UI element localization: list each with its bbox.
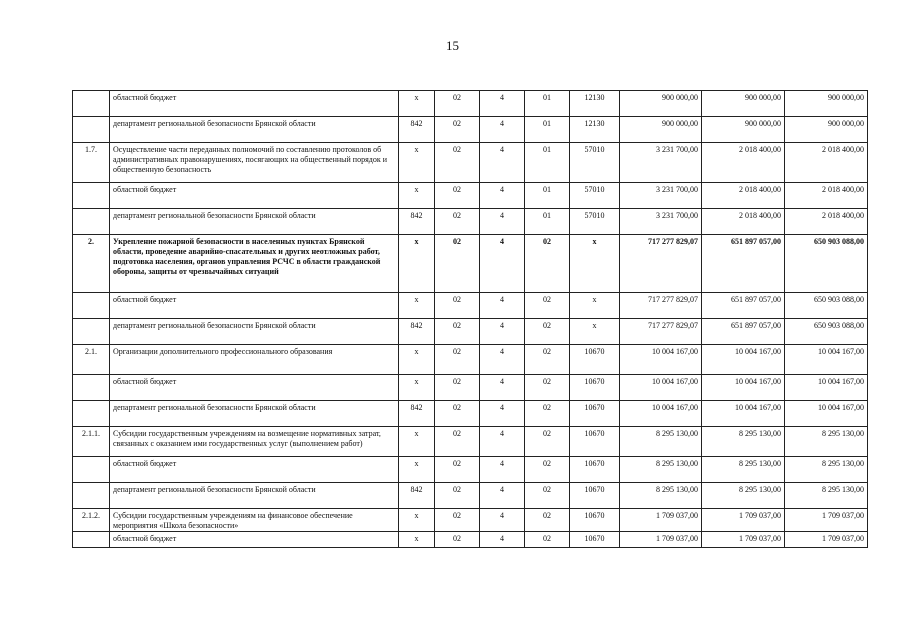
code-col-4: 01 — [525, 143, 570, 183]
code-col-5: 10670 — [570, 345, 620, 375]
code-col-2: 02 — [435, 235, 480, 293]
page-number: 15 — [446, 38, 459, 53]
amount-col-1: 1 709 037,00 — [620, 532, 702, 548]
amount-col-1: 900 000,00 — [620, 91, 702, 117]
code-col-5: 10670 — [570, 457, 620, 483]
code-col-3: 4 — [480, 345, 525, 375]
code-col-2: 02 — [435, 532, 480, 548]
row-number — [73, 91, 110, 117]
amount-col-2: 651 897 057,00 — [702, 319, 785, 345]
code-col-4: 02 — [525, 457, 570, 483]
row-name: областной бюджет — [110, 375, 399, 401]
amount-col-2: 10 004 167,00 — [702, 375, 785, 401]
row-number — [73, 117, 110, 143]
row-number — [73, 319, 110, 345]
code-col-5: 12130 — [570, 117, 620, 143]
amount-col-3: 2 018 400,00 — [785, 209, 868, 235]
code-col-4: 02 — [525, 319, 570, 345]
code-col-3: 4 — [480, 319, 525, 345]
code-col-4: 02 — [525, 483, 570, 509]
amount-col-2: 651 897 057,00 — [702, 293, 785, 319]
row-number: 2.1. — [73, 345, 110, 375]
code-col-3: 4 — [480, 293, 525, 319]
amount-col-1: 3 231 700,00 — [620, 209, 702, 235]
amount-col-3: 10 004 167,00 — [785, 401, 868, 427]
amount-col-1: 1 709 037,00 — [620, 509, 702, 532]
code-col-5: 10670 — [570, 375, 620, 401]
table-row — [73, 375, 868, 401]
code-col-3: 4 — [480, 532, 525, 548]
amount-col-2: 8 295 130,00 — [702, 457, 785, 483]
code-col-4: 02 — [525, 235, 570, 293]
budget-table — [72, 90, 868, 548]
code-col-5: 10670 — [570, 509, 620, 532]
row-name: Укрепление пожарной безопасности в населенных пунктах Брянской области, проведение аварийно-спасательных и других неотложных работ, подготовка населения, органов управления РСЧС в области гражданской обороны, защиты от чрезвычайных ситуаций — [110, 235, 399, 293]
amount-col-1: 900 000,00 — [620, 117, 702, 143]
code-col-1: х — [399, 183, 435, 209]
amount-col-2: 8 295 130,00 — [702, 483, 785, 509]
code-col-2: 02 — [435, 401, 480, 427]
amount-col-2: 651 897 057,00 — [702, 235, 785, 293]
row-number — [73, 483, 110, 509]
amount-col-3: 650 903 088,00 — [785, 235, 868, 293]
code-col-1: х — [399, 427, 435, 457]
row-number: 1.7. — [73, 143, 110, 183]
row-name: департамент региональной безопасности Брянской области — [110, 319, 399, 345]
code-col-5: 10670 — [570, 483, 620, 509]
code-col-4: 02 — [525, 375, 570, 401]
amount-col-1: 8 295 130,00 — [620, 457, 702, 483]
table-row — [73, 235, 868, 293]
code-col-3: 4 — [480, 401, 525, 427]
row-name: областной бюджет — [110, 183, 399, 209]
amount-col-1: 10 004 167,00 — [620, 401, 702, 427]
table-row — [73, 345, 868, 375]
code-col-5: 57010 — [570, 143, 620, 183]
row-name: департамент региональной безопасности Брянской области — [110, 483, 399, 509]
amount-col-3: 8 295 130,00 — [785, 427, 868, 457]
amount-col-1: 3 231 700,00 — [620, 143, 702, 183]
row-number — [73, 532, 110, 548]
code-col-3: 4 — [480, 483, 525, 509]
code-col-5: х — [570, 319, 620, 345]
code-col-1: х — [399, 91, 435, 117]
code-col-4: 02 — [525, 401, 570, 427]
row-name: департамент региональной безопасности Брянской области — [110, 117, 399, 143]
code-col-5: 57010 — [570, 209, 620, 235]
row-name: Субсидии государственным учреждениям на возмещение нормативных затрат, связанных с оказанием ими государственных услуг (выполнением работ) — [110, 427, 399, 457]
amount-col-3: 650 903 088,00 — [785, 319, 868, 345]
code-col-2: 02 — [435, 319, 480, 345]
code-col-2: 02 — [435, 509, 480, 532]
row-name: Субсидии государственным учреждениям на финансовое обеспечение мероприятия «Школа безопасности» — [110, 509, 399, 532]
code-col-1: х — [399, 235, 435, 293]
table-row — [73, 143, 868, 183]
row-number — [73, 293, 110, 319]
row-name: Организации дополнительного профессионального образования — [110, 345, 399, 375]
table-row — [73, 457, 868, 483]
row-number — [73, 401, 110, 427]
row-name: областной бюджет — [110, 91, 399, 117]
code-col-2: 02 — [435, 143, 480, 183]
table-row — [73, 509, 868, 532]
table-row — [73, 183, 868, 209]
amount-col-3: 1 709 037,00 — [785, 532, 868, 548]
code-col-4: 01 — [525, 183, 570, 209]
amount-col-2: 2 018 400,00 — [702, 209, 785, 235]
code-col-2: 02 — [435, 457, 480, 483]
row-number — [73, 457, 110, 483]
row-name: областной бюджет — [110, 293, 399, 319]
amount-col-2: 1 709 037,00 — [702, 509, 785, 532]
code-col-3: 4 — [480, 183, 525, 209]
amount-col-1: 717 277 829,07 — [620, 319, 702, 345]
amount-col-1: 717 277 829,07 — [620, 293, 702, 319]
code-col-4: 01 — [525, 117, 570, 143]
code-col-1: х — [399, 293, 435, 319]
row-name: областной бюджет — [110, 532, 399, 548]
amount-col-3: 8 295 130,00 — [785, 457, 868, 483]
row-name: областной бюджет — [110, 457, 399, 483]
code-col-1: х — [399, 532, 435, 548]
code-col-3: 4 — [480, 509, 525, 532]
amount-col-1: 10 004 167,00 — [620, 345, 702, 375]
code-col-3: 4 — [480, 427, 525, 457]
code-col-2: 02 — [435, 427, 480, 457]
code-col-2: 02 — [435, 483, 480, 509]
code-col-5: 10670 — [570, 532, 620, 548]
code-col-1: х — [399, 457, 435, 483]
amount-col-1: 10 004 167,00 — [620, 375, 702, 401]
table-row — [73, 91, 868, 117]
amount-col-3: 2 018 400,00 — [785, 183, 868, 209]
code-col-1: 842 — [399, 401, 435, 427]
amount-col-2: 900 000,00 — [702, 117, 785, 143]
code-col-5: 12130 — [570, 91, 620, 117]
amount-col-2: 900 000,00 — [702, 91, 785, 117]
row-number — [73, 375, 110, 401]
code-col-1: 842 — [399, 483, 435, 509]
code-col-2: 02 — [435, 293, 480, 319]
amount-col-2: 2 018 400,00 — [702, 143, 785, 183]
code-col-4: 02 — [525, 293, 570, 319]
code-col-4: 01 — [525, 209, 570, 235]
code-col-2: 02 — [435, 375, 480, 401]
amount-col-3: 2 018 400,00 — [785, 143, 868, 183]
amount-col-1: 717 277 829,07 — [620, 235, 702, 293]
row-number: 2.1.2. — [73, 509, 110, 532]
code-col-3: 4 — [480, 457, 525, 483]
code-col-1: х — [399, 345, 435, 375]
table-row — [73, 483, 868, 509]
code-col-5: х — [570, 293, 620, 319]
table-row — [73, 532, 868, 548]
table-row — [73, 293, 868, 319]
amount-col-2: 8 295 130,00 — [702, 427, 785, 457]
amount-col-1: 3 231 700,00 — [620, 183, 702, 209]
code-col-1: 842 — [399, 117, 435, 143]
code-col-2: 02 — [435, 183, 480, 209]
code-col-4: 02 — [525, 532, 570, 548]
code-col-1: х — [399, 143, 435, 183]
amount-col-3: 900 000,00 — [785, 91, 868, 117]
code-col-3: 4 — [480, 209, 525, 235]
amount-col-2: 2 018 400,00 — [702, 183, 785, 209]
row-number — [73, 209, 110, 235]
code-col-1: 842 — [399, 319, 435, 345]
code-col-2: 02 — [435, 117, 480, 143]
code-col-1: х — [399, 375, 435, 401]
amount-col-3: 10 004 167,00 — [785, 345, 868, 375]
amount-col-2: 10 004 167,00 — [702, 401, 785, 427]
table-row — [73, 401, 868, 427]
amount-col-3: 8 295 130,00 — [785, 483, 868, 509]
amount-col-3: 1 709 037,00 — [785, 509, 868, 532]
code-col-3: 4 — [480, 375, 525, 401]
code-col-5: 57010 — [570, 183, 620, 209]
row-name: Осуществление части переданных полномочий по составлению протоколов об административных правонарушениях, посягающих на общественный порядок и общественную безопасность — [110, 143, 399, 183]
code-col-5: х — [570, 235, 620, 293]
code-col-5: 10670 — [570, 427, 620, 457]
code-col-3: 4 — [480, 117, 525, 143]
row-number — [73, 183, 110, 209]
code-col-4: 01 — [525, 91, 570, 117]
code-col-3: 4 — [480, 91, 525, 117]
code-col-4: 02 — [525, 345, 570, 375]
amount-col-2: 1 709 037,00 — [702, 532, 785, 548]
row-name: департамент региональной безопасности Брянской области — [110, 209, 399, 235]
amount-col-1: 8 295 130,00 — [620, 427, 702, 457]
code-col-3: 4 — [480, 235, 525, 293]
amount-col-3: 10 004 167,00 — [785, 375, 868, 401]
code-col-1: х — [399, 509, 435, 532]
code-col-2: 02 — [435, 209, 480, 235]
code-col-2: 02 — [435, 91, 480, 117]
table-row — [73, 117, 868, 143]
table-row — [73, 427, 868, 457]
table-row — [73, 209, 868, 235]
code-col-1: 842 — [399, 209, 435, 235]
amount-col-3: 650 903 088,00 — [785, 293, 868, 319]
row-number: 2.1.1. — [73, 427, 110, 457]
code-col-3: 4 — [480, 143, 525, 183]
amount-col-2: 10 004 167,00 — [702, 345, 785, 375]
row-name: департамент региональной безопасности Брянской области — [110, 401, 399, 427]
row-number: 2. — [73, 235, 110, 293]
table-row — [73, 319, 868, 345]
code-col-2: 02 — [435, 345, 480, 375]
amount-col-1: 8 295 130,00 — [620, 483, 702, 509]
code-col-4: 02 — [525, 509, 570, 532]
code-col-5: 10670 — [570, 401, 620, 427]
amount-col-3: 900 000,00 — [785, 117, 868, 143]
code-col-4: 02 — [525, 427, 570, 457]
